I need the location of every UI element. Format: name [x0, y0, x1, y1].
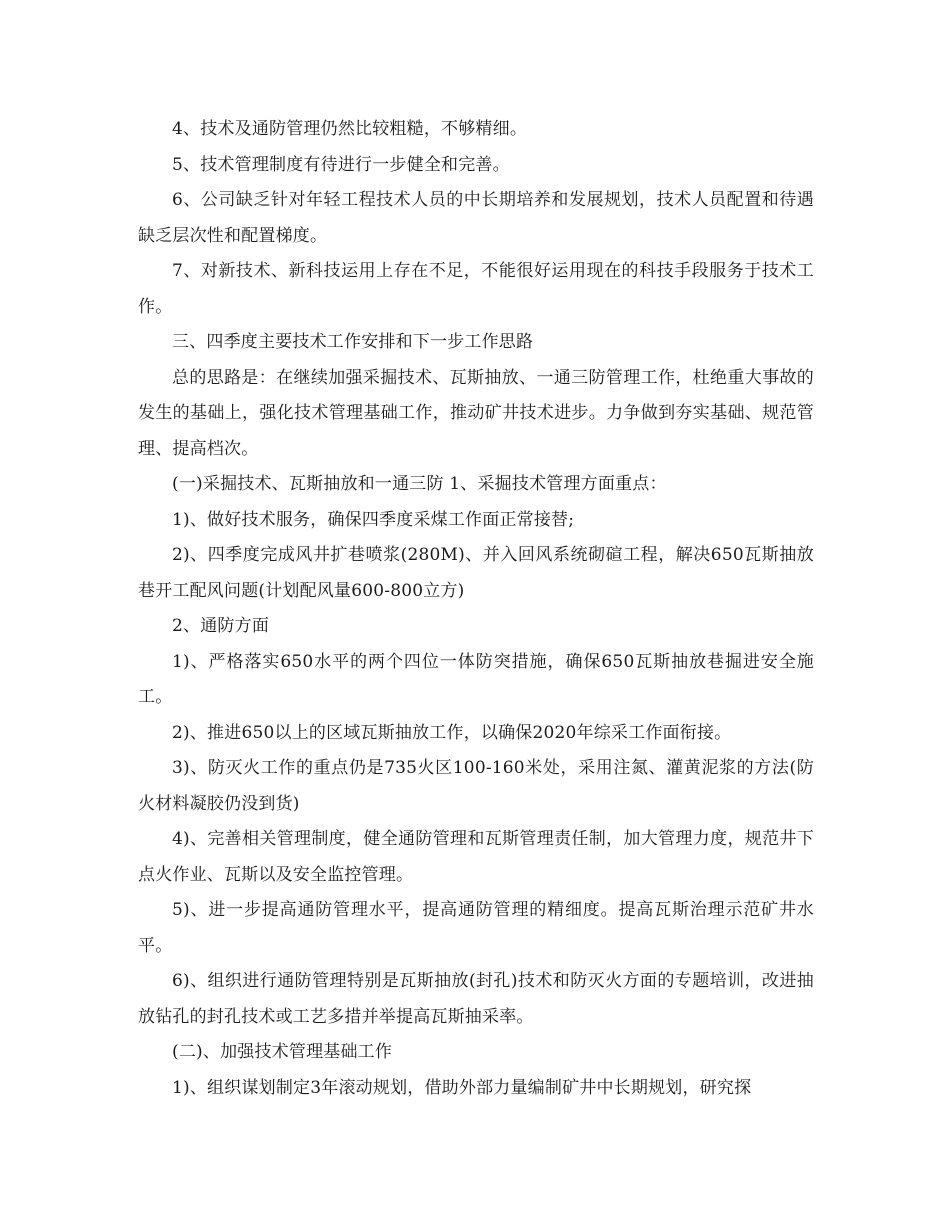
list-item: 1)、严格落实650水平的两个四位一体防突措施，确保650瓦斯抽放巷掘进安全施工。	[138, 651, 814, 707]
paragraph: 6、公司缺乏针对年轻工程技术人员的中长期培养和发展规划，技术人员配置和待遇缺乏层次性和配置梯度。	[138, 190, 814, 246]
list-item: 2)、推进650以上的区域瓦斯抽放工作，以确保2020年综采工作面衔接。	[172, 722, 732, 743]
subsection-heading: (二)、加强技术管理基础工作	[172, 1042, 393, 1062]
list-item: 3)、防灭火工作的重点仍是735火区100-160米处，采用注氮、灌黄泥浆的方法(防火材料凝胶仍没到货)	[138, 758, 814, 814]
section-heading: 三、四季度主要技术工作安排和下一步工作思路	[172, 332, 534, 352]
list-item: 1)、组织谋划制定3年滚动规划，借助外部力量编制矿井中长期规划，研究探	[172, 1077, 752, 1098]
subsection-heading: 2、通防方面	[172, 616, 270, 636]
paragraph: 总的思路是：在继续加强采掘技术、瓦斯抽放、一通三防管理工作，杜绝重大事故的发生的基础上，强化技术管理基础工作，推动矿井技术进步。力争做到夯实基础、规范管理、提高档次。	[138, 367, 814, 459]
list-item: 1)、做好技术服务，确保四季度采煤工作面正常接替;	[172, 509, 575, 530]
document-body	[138, 112, 814, 1106]
list-item: 2)、四季度完成风井扩巷喷浆(280M)、并入回风系统砌碹工程，解决650瓦斯抽放巷开工配风问题(计划配风量600-800立方)	[138, 545, 814, 601]
paragraph: 7、对新技术、新科技运用上存在不足，不能很好运用现在的科技手段服务于技术工作。	[138, 261, 814, 317]
paragraph: 4、技术及通防管理仍然比较粗糙，不够精细。	[172, 119, 528, 139]
subsection-heading: (一)采掘技术、瓦斯抽放和一通三防 1、采掘技术管理方面重点：	[172, 474, 667, 494]
list-item: 4)、完善相关管理制度，健全通防管理和瓦斯管理责任制，加大管理力度，规范井下点火作业、瓦斯以及安全监控管理。	[138, 829, 814, 885]
paragraph: 5、技术管理制度有待进行一步健全和完善。	[172, 154, 510, 175]
list-item: 5)、进一步提高通防管理水平，提高通防管理的精细度。提高瓦斯治理示范矿井水平。	[138, 900, 814, 956]
list-item: 6)、组织进行通防管理特别是瓦斯抽放(封孔)技术和防灭火方面的专题培训，改进抽放钻孔的封孔技术或工艺多措并举提高瓦斯抽采率。	[138, 971, 814, 1027]
